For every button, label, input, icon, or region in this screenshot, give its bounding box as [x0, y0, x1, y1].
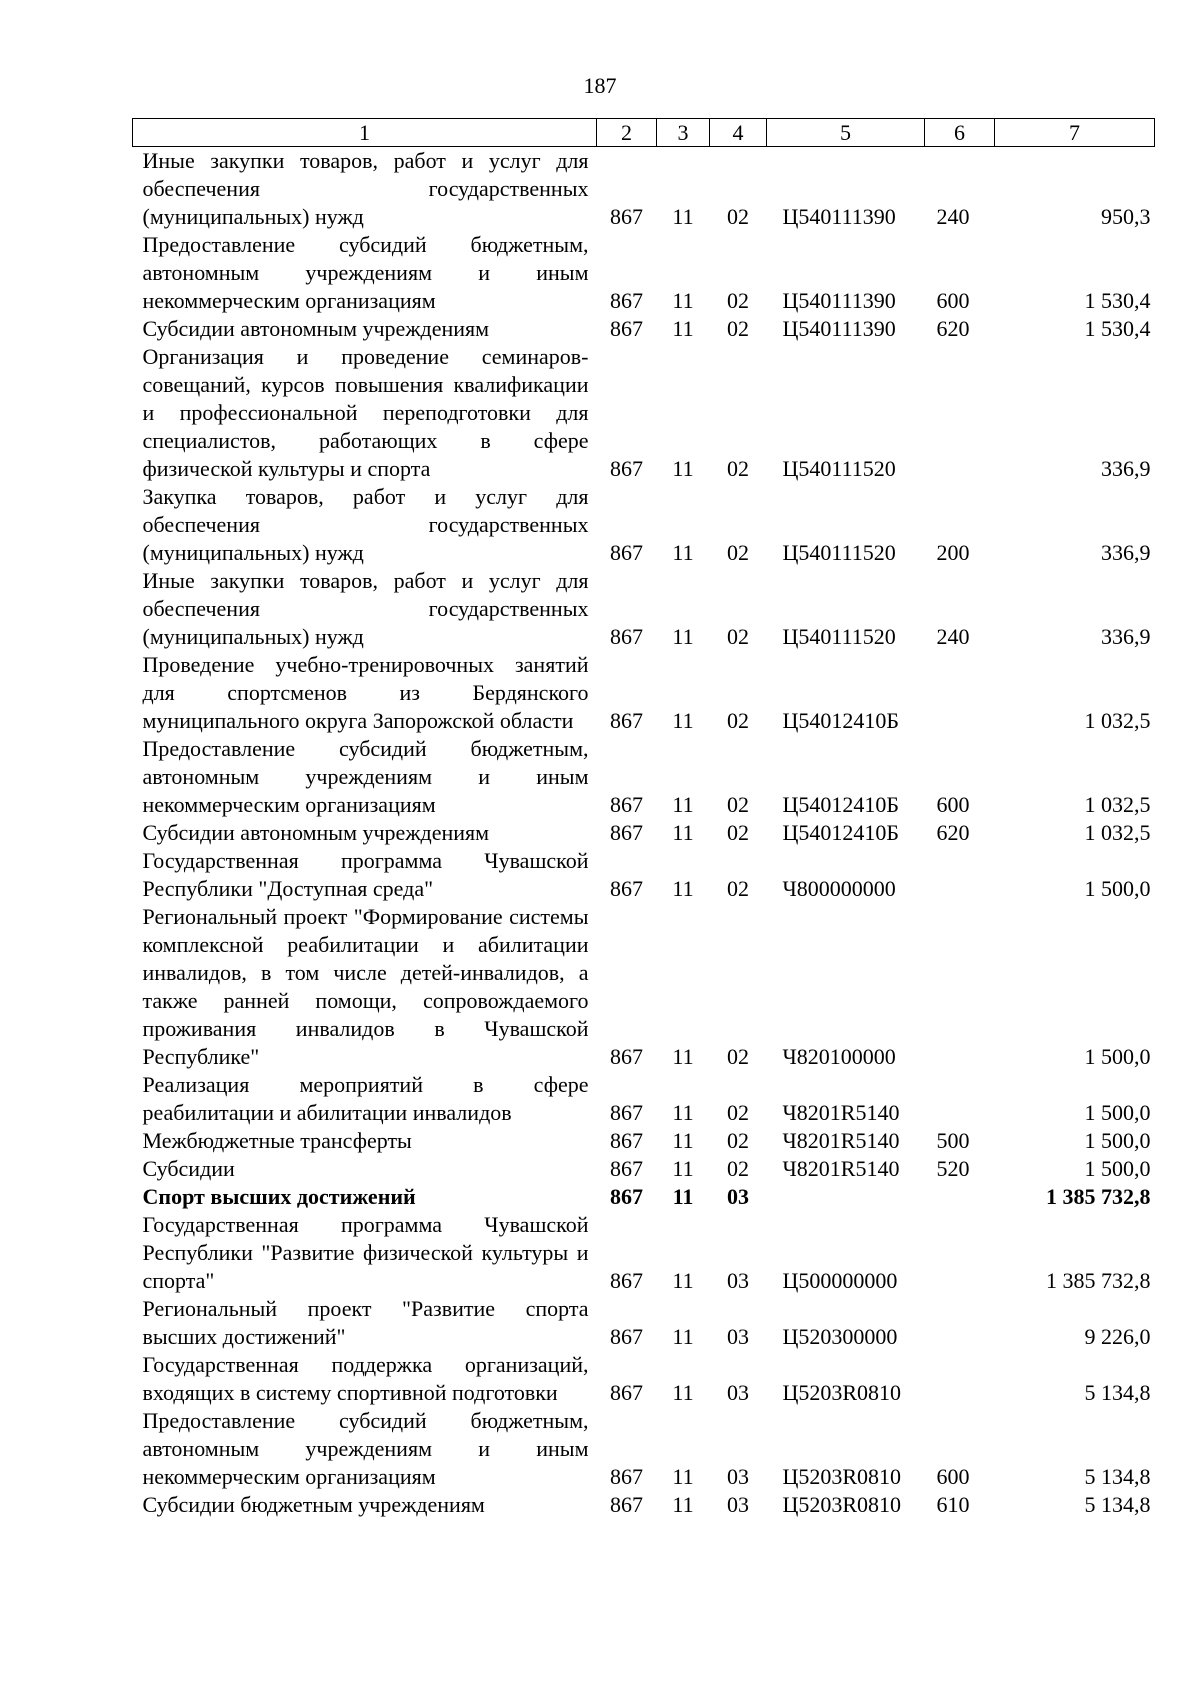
row-amount: 1 500,0 — [1084, 1100, 1151, 1125]
table-row — [133, 343, 1155, 483]
row-target-code: Ц520300000 — [782, 1324, 898, 1349]
row-subsection: 02 — [727, 624, 749, 649]
row-name: Субсидии — [142, 1156, 235, 1181]
row-subsection: 02 — [727, 1044, 749, 1069]
row-section: 11 — [672, 876, 694, 901]
row-admin-code: 867 — [610, 540, 643, 565]
row-subsection: 02 — [727, 1128, 749, 1153]
row-target-code: Ц540111390 — [782, 204, 896, 229]
row-section: 11 — [672, 820, 694, 845]
row-expense-type — [925, 1211, 995, 1295]
table-row — [133, 651, 1155, 735]
header-col-3: 3 — [657, 119, 710, 147]
row-name: Спорт высших достижений — [142, 1184, 416, 1209]
header-col-2: 2 — [597, 119, 657, 147]
row-name: Предоставление субсидий бюджетным, автономным учреждениям и иным некоммерческим организациям — [142, 232, 589, 313]
table-row — [133, 735, 1155, 819]
row-amount: 950,3 — [1101, 204, 1151, 229]
row-name: Региональный проект "Развитие спорта высших достижений" — [142, 1296, 589, 1349]
row-subsection: 03 — [727, 1464, 749, 1489]
row-admin-code: 867 — [610, 792, 643, 817]
row-name: Государственная поддержка организаций, входящих в систему спортивной подготовки — [142, 1352, 589, 1405]
row-amount: 1 032,5 — [1084, 792, 1151, 817]
row-section: 11 — [672, 1184, 694, 1209]
row-expense-type — [925, 1295, 995, 1351]
row-expense-type — [925, 1183, 995, 1211]
row-admin-code: 867 — [610, 1044, 643, 1069]
header-col-5: 5 — [767, 119, 925, 147]
row-expense-type — [925, 847, 995, 903]
row-target-code: Ц5203R0810 — [782, 1380, 902, 1405]
row-name: Иные закупки товаров, работ и услуг для обеспечения государственных (муниципальных) нужд — [142, 148, 589, 229]
row-amount: 1 385 732,8 — [1046, 1268, 1151, 1293]
table-row — [133, 147, 1155, 232]
row-amount: 1 500,0 — [1084, 1044, 1151, 1069]
row-amount: 336,9 — [1101, 456, 1151, 481]
header-row — [133, 119, 1155, 147]
row-admin-code: 867 — [610, 708, 643, 733]
row-target-code: Ц540111520 — [782, 540, 896, 565]
row-target-code: Ч8201R5140 — [782, 1128, 900, 1153]
table-row — [133, 819, 1155, 847]
table-row — [133, 1183, 1155, 1211]
row-subsection: 02 — [727, 708, 749, 733]
row-name: Проведение учебно-тренировочных занятий для спортсменов из Бердянского муниципального округа Запорожской области — [142, 652, 589, 733]
row-target-code: Ц540111390 — [782, 288, 896, 313]
row-expense-type: 600 — [936, 288, 970, 313]
row-admin-code: 867 — [610, 204, 643, 229]
row-amount: 1 530,4 — [1084, 288, 1151, 313]
row-target-code: Ц500000000 — [782, 1268, 898, 1293]
row-section: 11 — [672, 1324, 694, 1349]
row-section: 11 — [672, 1156, 694, 1181]
row-amount: 1 530,4 — [1084, 316, 1151, 341]
row-admin-code: 867 — [610, 456, 643, 481]
row-admin-code: 867 — [610, 1268, 643, 1293]
row-expense-type: 520 — [936, 1156, 970, 1181]
row-expense-type: 240 — [936, 204, 970, 229]
row-target-code: Ч800000000 — [782, 876, 896, 901]
row-section: 11 — [672, 1100, 694, 1125]
row-section: 11 — [672, 708, 694, 733]
row-expense-type: 600 — [936, 792, 970, 817]
budget-table — [132, 118, 1155, 1519]
header-col-4: 4 — [710, 119, 767, 147]
row-name: Организация и проведение семинаров-совещаний, курсов повышения квалификации и профессиональной переподготовки для специалистов, работающих в сфере физической культуры и спорта — [142, 344, 589, 481]
table-row — [133, 315, 1155, 343]
row-target-code: Ц5203R0810 — [782, 1492, 902, 1517]
row-admin-code: 867 — [610, 876, 643, 901]
row-target-code: Ц5203R0810 — [782, 1464, 902, 1489]
header-col-1: 1 — [133, 119, 597, 147]
row-subsection: 03 — [727, 1492, 749, 1517]
row-subsection: 03 — [727, 1380, 749, 1405]
header-col-6: 6 — [925, 119, 995, 147]
row-amount: 1 032,5 — [1084, 820, 1151, 845]
row-amount: 5 134,8 — [1084, 1464, 1151, 1489]
row-subsection: 02 — [727, 792, 749, 817]
row-section: 11 — [672, 540, 694, 565]
row-amount: 1 500,0 — [1084, 876, 1151, 901]
row-target-code: Ч820100000 — [782, 1044, 896, 1069]
row-section: 11 — [672, 1044, 694, 1069]
row-name: Закупка товаров, работ и услуг для обеспечения государственных (муниципальных) нужд — [142, 484, 589, 565]
row-name: Субсидии автономным учреждениям — [142, 820, 490, 845]
row-name: Реализация мероприятий в сфере реабилитации и абилитации инвалидов — [142, 1072, 589, 1125]
row-subsection: 02 — [727, 876, 749, 901]
row-section: 11 — [672, 792, 694, 817]
table-row — [133, 1211, 1155, 1295]
table-row — [133, 1295, 1155, 1351]
row-admin-code: 867 — [610, 1184, 643, 1209]
row-target-code: Ц54012410Б — [782, 708, 900, 733]
table-row — [133, 1351, 1155, 1407]
table-row — [133, 1407, 1155, 1491]
row-name: Предоставление субсидий бюджетным, автономным учреждениям и иным некоммерческим организациям — [142, 1408, 589, 1489]
table-header — [133, 119, 1155, 147]
row-subsection: 02 — [727, 1100, 749, 1125]
row-amount: 1 032,5 — [1084, 708, 1151, 733]
row-amount: 5 134,8 — [1084, 1492, 1151, 1517]
row-name: Государственная программа Чувашской Республики "Доступная среда" — [142, 848, 589, 901]
row-subsection: 03 — [727, 1268, 749, 1293]
table-row — [133, 847, 1155, 903]
row-section: 11 — [672, 204, 694, 229]
row-subsection: 02 — [727, 316, 749, 341]
row-subsection: 02 — [727, 540, 749, 565]
row-section: 11 — [672, 456, 694, 481]
row-target-code: Ц54012410Б — [782, 820, 900, 845]
row-admin-code: 867 — [610, 1100, 643, 1125]
table-row — [133, 903, 1155, 1071]
row-section: 11 — [672, 624, 694, 649]
row-amount: 1 385 732,8 — [1046, 1184, 1151, 1209]
row-name: Субсидии бюджетным учреждениям — [142, 1492, 485, 1517]
row-name: Государственная программа Чувашской Республики "Развитие физической культуры и спорта" — [142, 1212, 589, 1293]
row-amount: 9 226,0 — [1084, 1324, 1151, 1349]
table-body — [133, 147, 1155, 1520]
row-subsection: 02 — [727, 204, 749, 229]
row-expense-type: 610 — [936, 1492, 970, 1517]
row-expense-type — [925, 343, 995, 483]
row-target-code: Ч8201R5140 — [782, 1100, 900, 1125]
row-target-code: Ц540111520 — [782, 624, 896, 649]
row-name: Региональный проект "Формирование системы комплексной реабилитации и абилитации инвалидов, в том числе детей-инвалидов, а также ранней помощи, сопровождаемого проживания инвалидов в Чувашской Республике" — [142, 904, 589, 1069]
row-section: 11 — [672, 1492, 694, 1517]
row-section: 11 — [672, 288, 694, 313]
row-section: 11 — [672, 1380, 694, 1405]
row-name: Иные закупки товаров, работ и услуг для обеспечения государственных (муниципальных) нужд — [142, 568, 589, 649]
row-amount: 5 134,8 — [1084, 1380, 1151, 1405]
row-subsection: 02 — [727, 820, 749, 845]
row-admin-code: 867 — [610, 624, 643, 649]
table-row — [133, 483, 1155, 567]
table-row — [133, 1491, 1155, 1519]
page-number: 187 — [583, 73, 617, 98]
row-admin-code: 867 — [610, 1492, 643, 1517]
row-admin-code: 867 — [610, 820, 643, 845]
table-row — [133, 567, 1155, 651]
row-admin-code: 867 — [610, 316, 643, 341]
row-target-code — [767, 1183, 925, 1211]
row-expense-type: 500 — [936, 1128, 970, 1153]
row-admin-code: 867 — [610, 1156, 643, 1181]
row-target-code: Ц540111520 — [782, 456, 896, 481]
row-section: 11 — [672, 316, 694, 341]
row-subsection: 02 — [727, 456, 749, 481]
table-row — [133, 231, 1155, 315]
table-row — [133, 1127, 1155, 1155]
row-expense-type: 620 — [936, 820, 970, 845]
row-expense-type: 200 — [936, 540, 970, 565]
row-admin-code: 867 — [610, 1128, 643, 1153]
row-name: Субсидии автономным учреждениям — [142, 316, 490, 341]
row-expense-type: 600 — [936, 1464, 970, 1489]
row-section: 11 — [672, 1464, 694, 1489]
row-subsection: 02 — [727, 288, 749, 313]
row-subsection: 03 — [727, 1184, 749, 1209]
row-name: Предоставление субсидий бюджетным, автономным учреждениям и иным некоммерческим организациям — [142, 736, 589, 817]
row-section: 11 — [672, 1268, 694, 1293]
row-expense-type — [925, 1351, 995, 1407]
row-amount: 1 500,0 — [1084, 1156, 1151, 1181]
row-expense-type — [925, 903, 995, 1071]
row-expense-type — [925, 1071, 995, 1127]
header-col-7: 7 — [995, 119, 1155, 147]
row-target-code: Ц540111390 — [782, 316, 896, 341]
row-admin-code: 867 — [610, 1464, 643, 1489]
row-admin-code: 867 — [610, 1324, 643, 1349]
row-admin-code: 867 — [610, 288, 643, 313]
table-row — [133, 1155, 1155, 1183]
row-expense-type — [925, 651, 995, 735]
row-expense-type: 620 — [936, 316, 970, 341]
row-amount: 1 500,0 — [1084, 1128, 1151, 1153]
table-row — [133, 1071, 1155, 1127]
row-subsection: 02 — [727, 1156, 749, 1181]
row-expense-type: 240 — [936, 624, 970, 649]
row-amount: 336,9 — [1101, 624, 1151, 649]
row-admin-code: 867 — [610, 1380, 643, 1405]
row-name: Межбюджетные трансферты — [142, 1128, 412, 1153]
row-section: 11 — [672, 1128, 694, 1153]
row-target-code: Ч8201R5140 — [782, 1156, 900, 1181]
row-amount: 336,9 — [1101, 540, 1151, 565]
row-subsection: 03 — [727, 1324, 749, 1349]
row-target-code: Ц54012410Б — [782, 792, 900, 817]
